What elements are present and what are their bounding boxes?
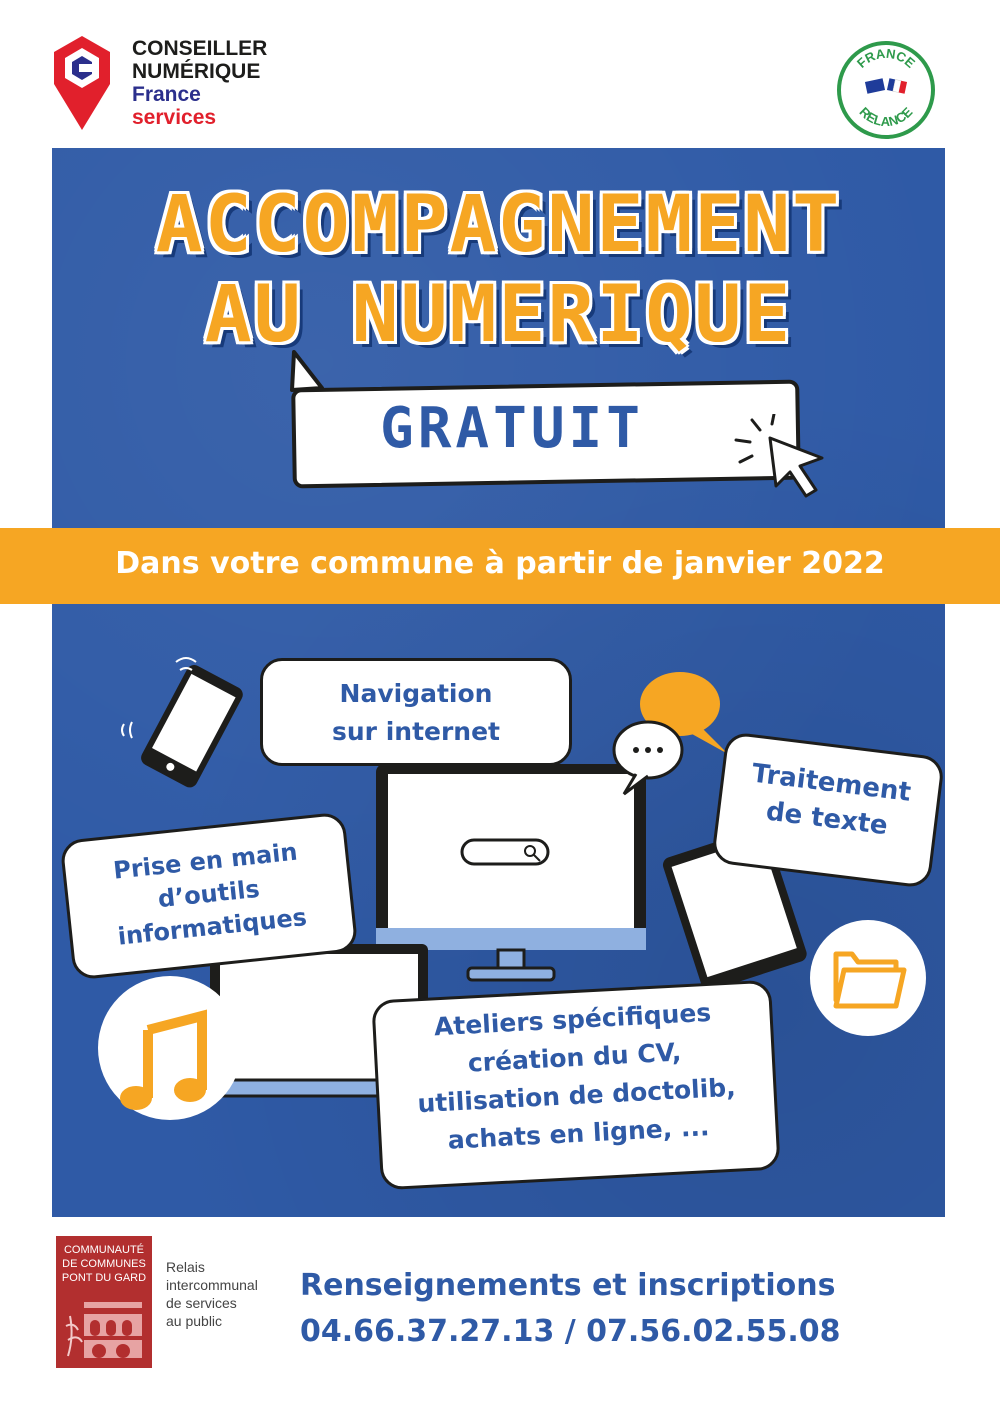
bubble-ateliers-line-1: Ateliers spécifiques (433, 997, 712, 1042)
bubble-ateliers-line-4: achats en ligne, ... (447, 1112, 711, 1155)
bubble-prise-line-3: informatiques (116, 902, 309, 951)
relais-line-1: Relais (166, 1259, 205, 1275)
bubble-traitement-line-2: de texte (764, 796, 890, 842)
bubble-prise-en-main (59, 811, 358, 980)
info-title: Renseignements et inscriptions (300, 1268, 836, 1303)
relance-top-text: FRANCE (853, 45, 919, 71)
smartphone-icon (138, 662, 245, 790)
bubble-navigation-line-1: Navigation (339, 679, 493, 708)
relais-text (166, 1258, 258, 1330)
bubble-prise-line-2: d’outils (156, 874, 262, 914)
ccpg-logo-text (56, 1243, 152, 1285)
conseiller-numerique-pin-icon (52, 36, 112, 130)
logo-line-2: NUMÉRIQUE (132, 60, 261, 83)
ccpg-line-1: COMMUNAUTÉ (63, 1244, 145, 1256)
bubble-prise-line-1: Prise en main (111, 837, 299, 885)
relais-line-2: intercommunal (166, 1277, 258, 1293)
bubble-ateliers-line-3: utilisation de doctolib, (416, 1072, 737, 1119)
bubble-ateliers-line-2: création du CV, (467, 1037, 682, 1078)
bubble-ateliers (371, 980, 780, 1191)
bubble-navigation (260, 658, 572, 766)
logo-line-1: CONSEILLER (132, 37, 268, 60)
bubble-traitement (711, 731, 945, 889)
ccpg-line-2: DE COMMUNES (62, 1258, 146, 1270)
gratuit-label: GRATUIT (379, 396, 644, 461)
relais-line-4: au public (166, 1313, 223, 1329)
conseiller-numerique-logo-text (132, 37, 267, 129)
logo-line-3: France (132, 83, 201, 106)
title-line-1: ACCOMPAGNEMENT (155, 180, 842, 270)
france-relance-seal (836, 40, 936, 140)
relance-bottom-text: RELANCE (856, 104, 916, 130)
relais-line-3: de services (166, 1295, 237, 1311)
title-line-2: AU NUMERIQUE (204, 270, 793, 360)
logo-line-4: services (132, 106, 217, 129)
ccpg-line-3: PONT DU GARD (61, 1272, 147, 1284)
date-band-text: Dans votre commune à partir de janvier 2022 (115, 546, 885, 581)
info-phone-numbers: 04.66.37.27.13 / 07.56.02.55.08 (300, 1314, 841, 1349)
pont-du-gard-icon (62, 1296, 146, 1360)
chat-bubble-icon (614, 672, 728, 794)
bubble-navigation-line-2: sur internet (331, 717, 501, 746)
music-note-icon (98, 976, 242, 1120)
folder-icon (810, 920, 926, 1036)
cursor-click-icon (730, 414, 840, 504)
bubble-traitement-line-1: Traitement (750, 758, 913, 808)
